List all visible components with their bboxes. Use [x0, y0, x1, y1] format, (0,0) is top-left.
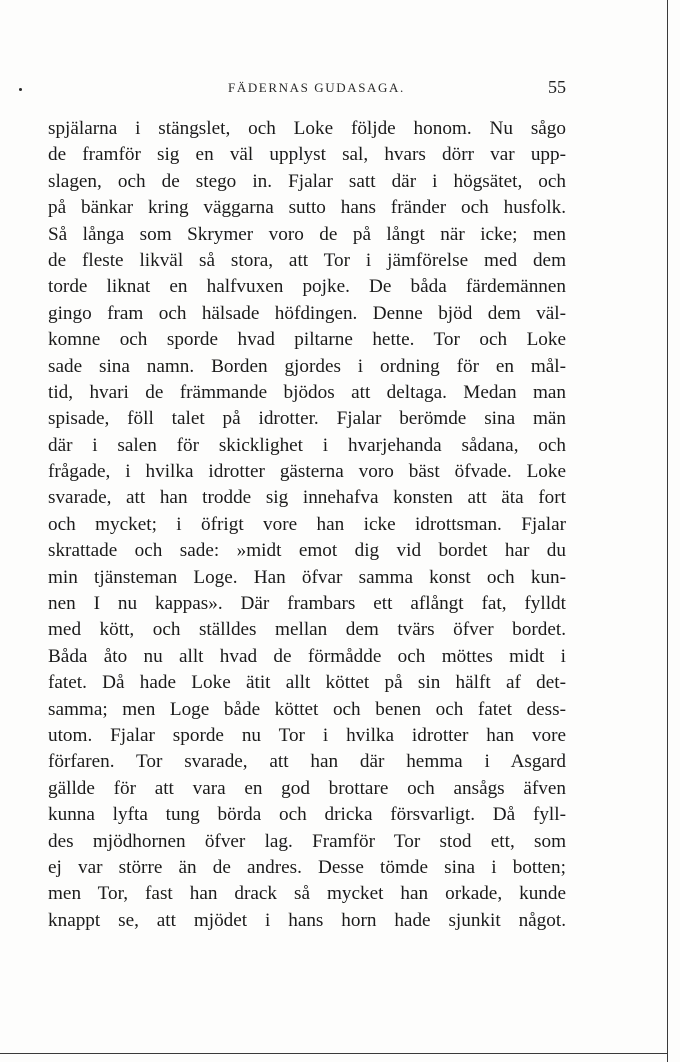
- text-line: frågade, i hvilka idrotter gästerna voro bäst öfvade. Loke: [48, 461, 566, 483]
- text-line: torde liknat en halfvuxen pojke. De båda färdemännen: [48, 276, 566, 298]
- text-line: kunna lyfta tung börda och dricka försvarligt. Då fyll-: [48, 804, 566, 826]
- scan-speck: [19, 88, 22, 91]
- text-line: Så långa som Skrymer voro de på långt när icke; men: [48, 223, 566, 245]
- text-line: men Tor, fast han drack så mycket han orkade, kunde: [48, 883, 566, 905]
- text-line: gällde för att vara en god brottare och ansågs äfven: [48, 777, 566, 799]
- body-text: [48, 116, 566, 934]
- text-line: gingo fram och hälsade höfdingen. Denne bjöd dem väl-: [48, 302, 566, 324]
- text-line: komne och sporde hvad piltarne hette. Tor och Loke: [48, 329, 566, 351]
- text-line: ej var större än de andres. Desse tömde sina i botten;: [48, 856, 566, 878]
- text-line: skrattade och sade: »midt emot dig vid bordet har du: [48, 540, 566, 562]
- page-number: 55: [548, 77, 566, 97]
- text-line: fatet. Då hade Loke ätit allt köttet på sin hälft af det-: [48, 672, 566, 694]
- text-line: knappt se, att mjödet i hans horn hade sjunkit något.: [48, 909, 566, 931]
- text-line: de framför sig en väl upplyst sal, hvars dörr var upp-: [48, 144, 566, 166]
- text-line: spisade, föll talet på idrotter. Fjalar berömde sina män: [48, 408, 566, 430]
- text-line: på bänkar kring väggarna sutto hans fränder och husfolk.: [48, 197, 566, 219]
- text-line: med kött, och ställdes mellan dem tvärs öfver bordet.: [48, 619, 566, 641]
- text-line: Båda åto nu allt hvad de förmådde och möttes midt i: [48, 645, 566, 667]
- text-line: och mycket; i öfrigt vore han icke idrottsman. Fjalar: [48, 513, 566, 535]
- running-title: FÄDERNAS GUDASAGA.: [228, 80, 405, 95]
- text-line: utom. Fjalar sporde nu Tor i hvilka idrotter han vore: [48, 724, 566, 746]
- text-line: slagen, och de stego in. Fjalar satt där i högsätet, och: [48, 170, 566, 192]
- page-edge-bottom: [0, 1053, 668, 1054]
- text-line: min tjänsteman Loge. Han öfvar samma konst och kun-: [48, 566, 566, 588]
- text-line: svarade, att han trodde sig innehafva konsten att äta fort: [48, 487, 566, 509]
- text-line: tid, hvari de främmande bjödos att deltaga. Medan man: [48, 381, 566, 403]
- text-line: där i salen för skicklighet i hvarjehanda sådana, och: [48, 434, 566, 456]
- text-line: spjälarna i stängslet, och Loke följde honom. Nu sågo: [48, 118, 566, 139]
- text-line: sade sina namn. Borden gjordes i ordning för en mål-: [48, 355, 566, 377]
- text-line: de fleste likväl så stora, att Tor i jämförelse med dem: [48, 249, 566, 271]
- text-line: nen I nu kappas». Där frambars ett aflångt fat, fylldt: [48, 593, 566, 615]
- page-edge-right: [667, 0, 668, 1062]
- text-line: förfaren. Tor svarade, att han där hemma i Asgard: [48, 751, 566, 773]
- text-line: samma; men Loge både köttet och benen och fatet dess-: [48, 698, 566, 720]
- text-line: des mjödhornen öfver lag. Framför Tor stod ett, som: [48, 830, 566, 852]
